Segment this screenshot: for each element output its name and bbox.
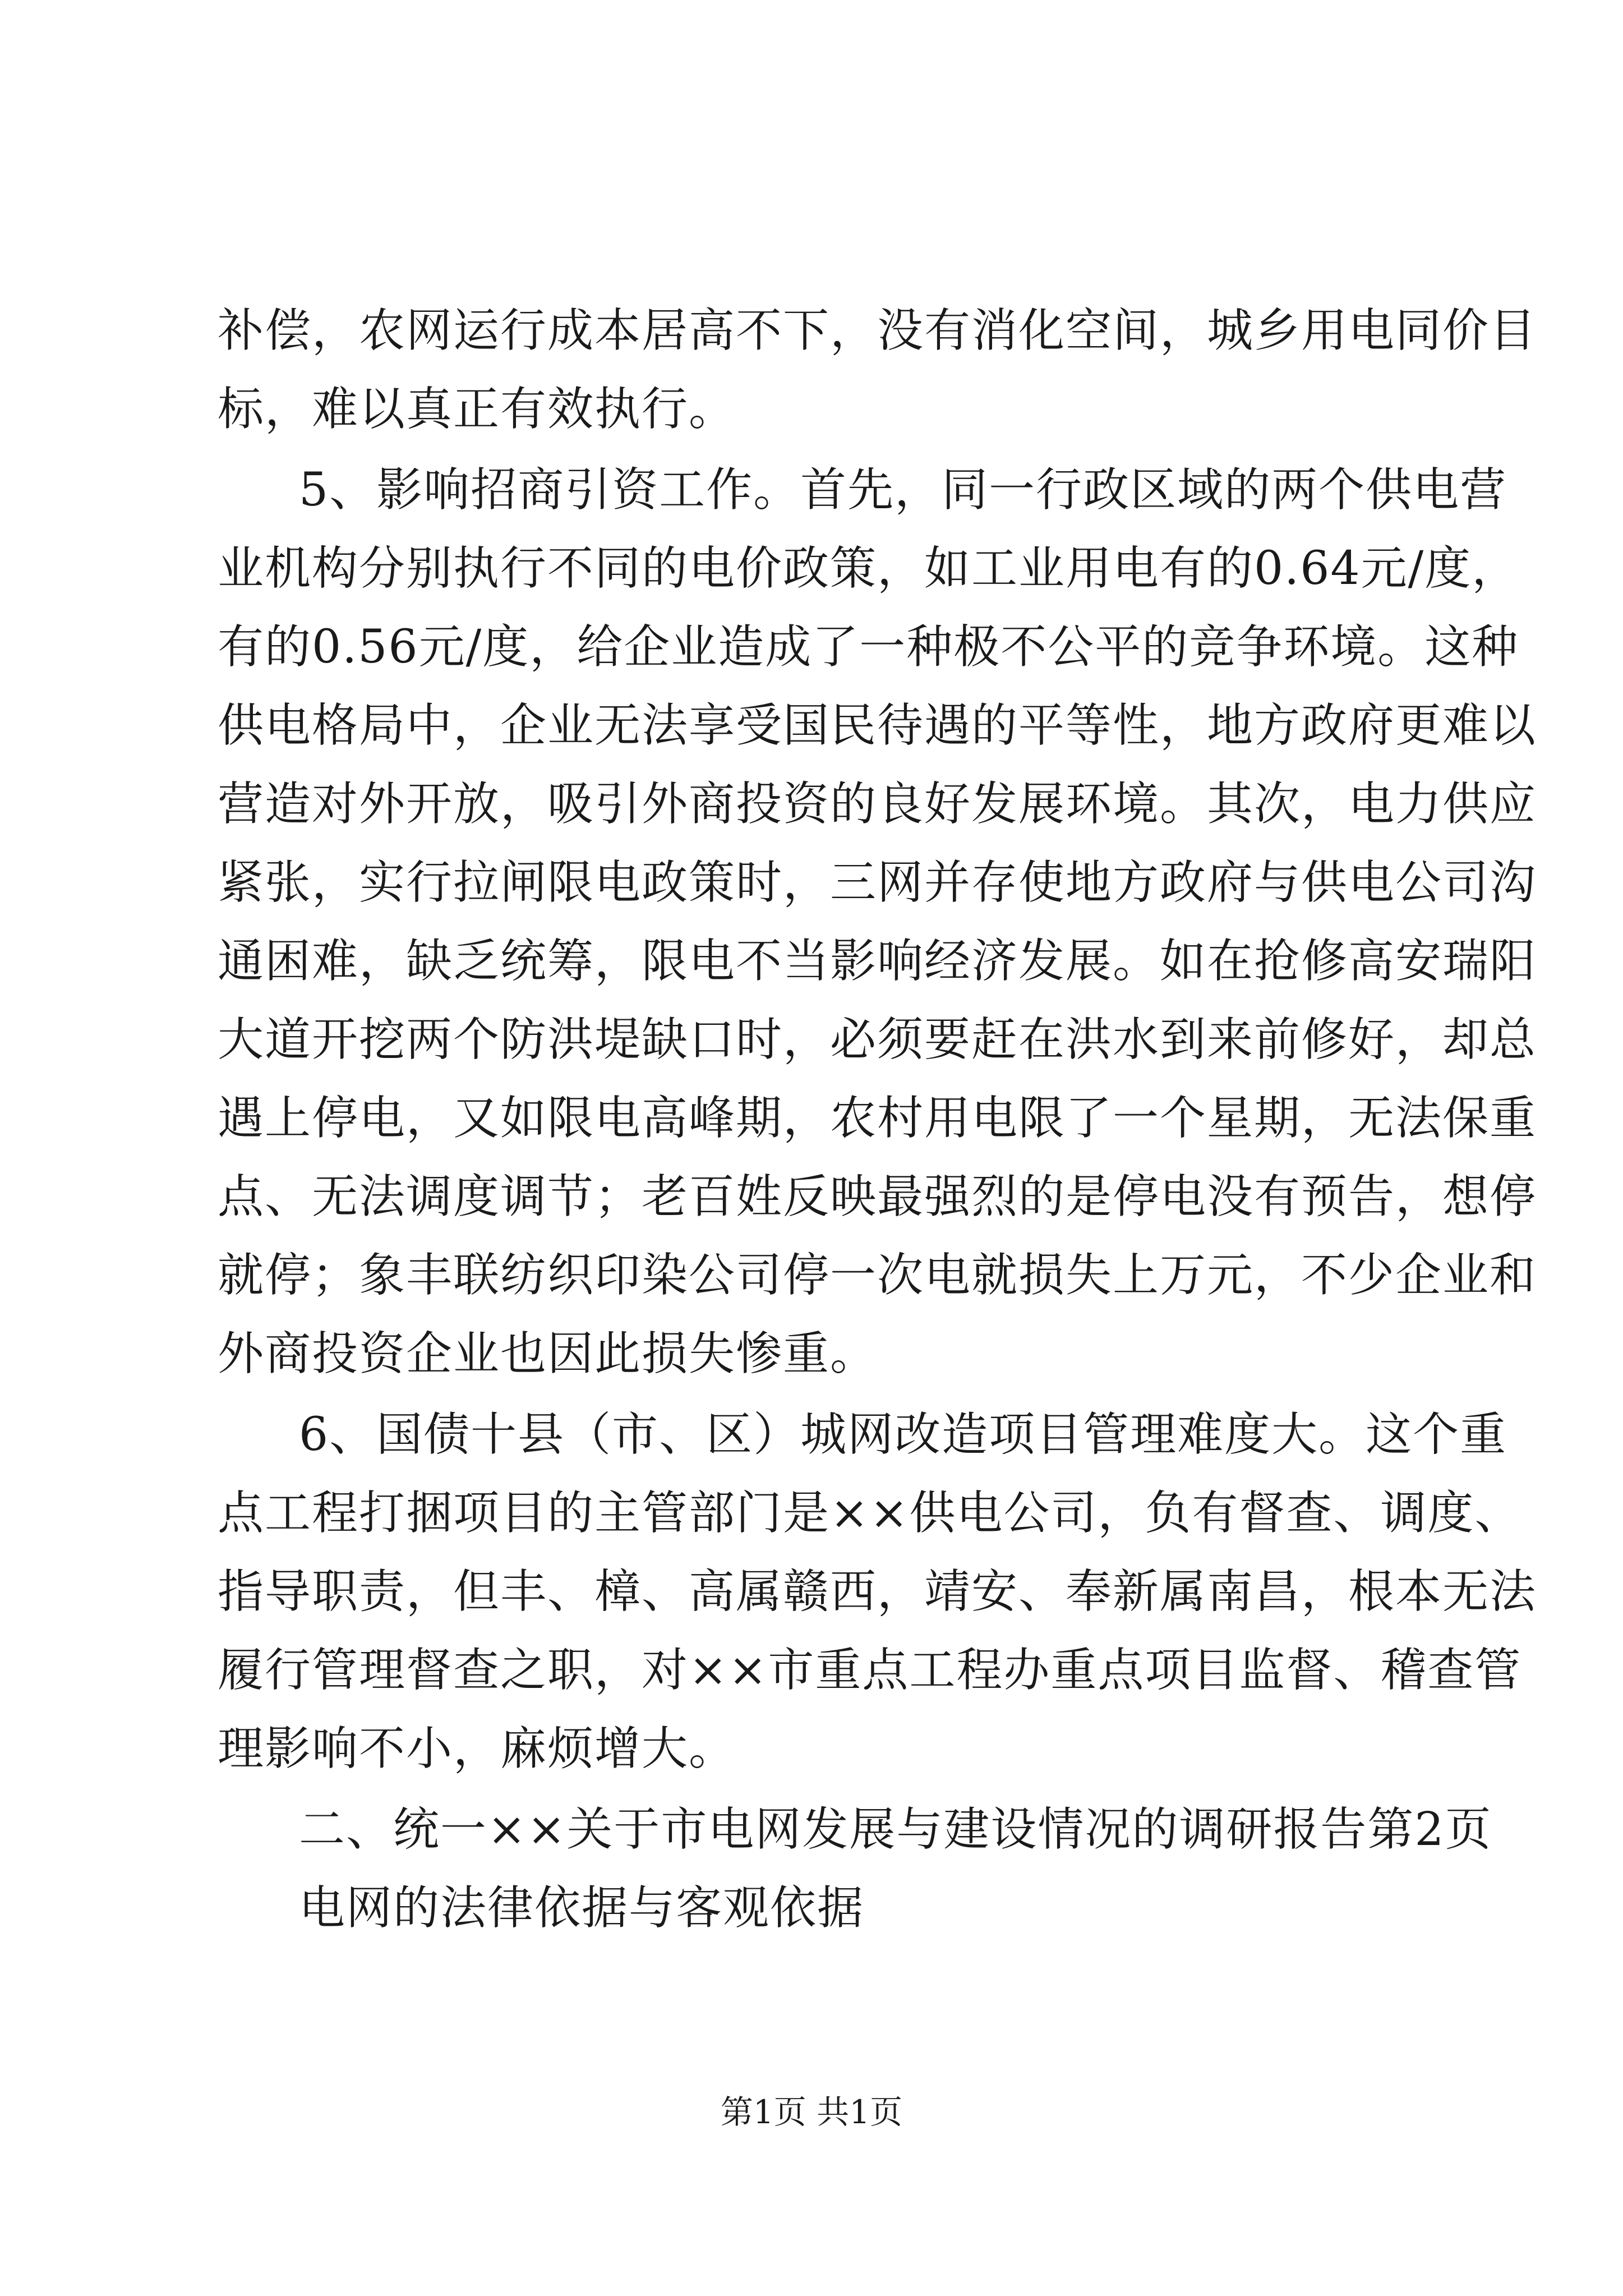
text-line: 理影响不小，麻烦增大。 [218, 1722, 736, 1775]
section-heading-continued: 电网的法律依据与客观依据 [299, 1881, 865, 1935]
section-heading: 二、统一××关于市电网发展与建设情况的调研报告第2页 [299, 1803, 1492, 1856]
page-footer: 第1页 共1页 [720, 2093, 903, 2131]
text-line: 就停；象丰联纺织印染公司停一次电就损失上万元，不少企业和 [218, 1249, 1537, 1302]
text-line: 指导职责，但丰、樟、高属赣西，靖安、奉新属南昌，根本无法 [218, 1565, 1537, 1618]
text-line: 点工程打捆项目的主管部门是××供电公司，负有督查、调度、 [218, 1487, 1522, 1540]
paragraph-6-start: 6、国债十县（市、区）城网改造项目管理难度大。这个重 [299, 1408, 1507, 1461]
text-line: 遇上停电，又如限电高峰期，农村用电限了一个星期，无法保重 [218, 1092, 1537, 1145]
text-line: 营造对外开放，吸引外商投资的良好发展环境。其次，电力供应 [218, 777, 1537, 831]
text-line: 履行管理督查之职，对××市重点工程办重点项目监督、稽查管 [218, 1644, 1522, 1697]
text-line: 大道开挖两个防洪堤缺口时，必须要赶在洪水到来前修好，却总 [218, 1013, 1537, 1066]
text-line: 补偿，农网运行成本居高不下，没有消化空间，城乡用电同价目 [218, 304, 1537, 357]
text-line: 点、无法调度调节；老百姓反映最强烈的是停电没有预告，想停 [218, 1170, 1537, 1223]
paragraph-5-start: 5、影响招商引资工作。首先，同一行政区域的两个供电营 [299, 463, 1507, 517]
text-line: 供电格局中，企业无法享受国民待遇的平等性，地方政府更难以 [218, 699, 1537, 752]
text-line: 业机构分别执行不同的电价政策，如工业用电有的0.64元/度， [218, 542, 1519, 595]
text-line: 外商投资企业也因此损失惨重。 [218, 1327, 878, 1381]
text-line: 有的0.56元/度，给企业造成了一种极不公平的竞争环境。这种 [218, 620, 1519, 674]
text-line: 通困难，缺乏统筹，限电不当影响经济发展。如在抢修高安瑞阳 [218, 935, 1537, 988]
text-line: 紧张，实行拉闸限电政策时，三网并存使地方政府与供电公司沟 [218, 856, 1537, 909]
text-line: 标，难以真正有效执行。 [218, 383, 736, 436]
